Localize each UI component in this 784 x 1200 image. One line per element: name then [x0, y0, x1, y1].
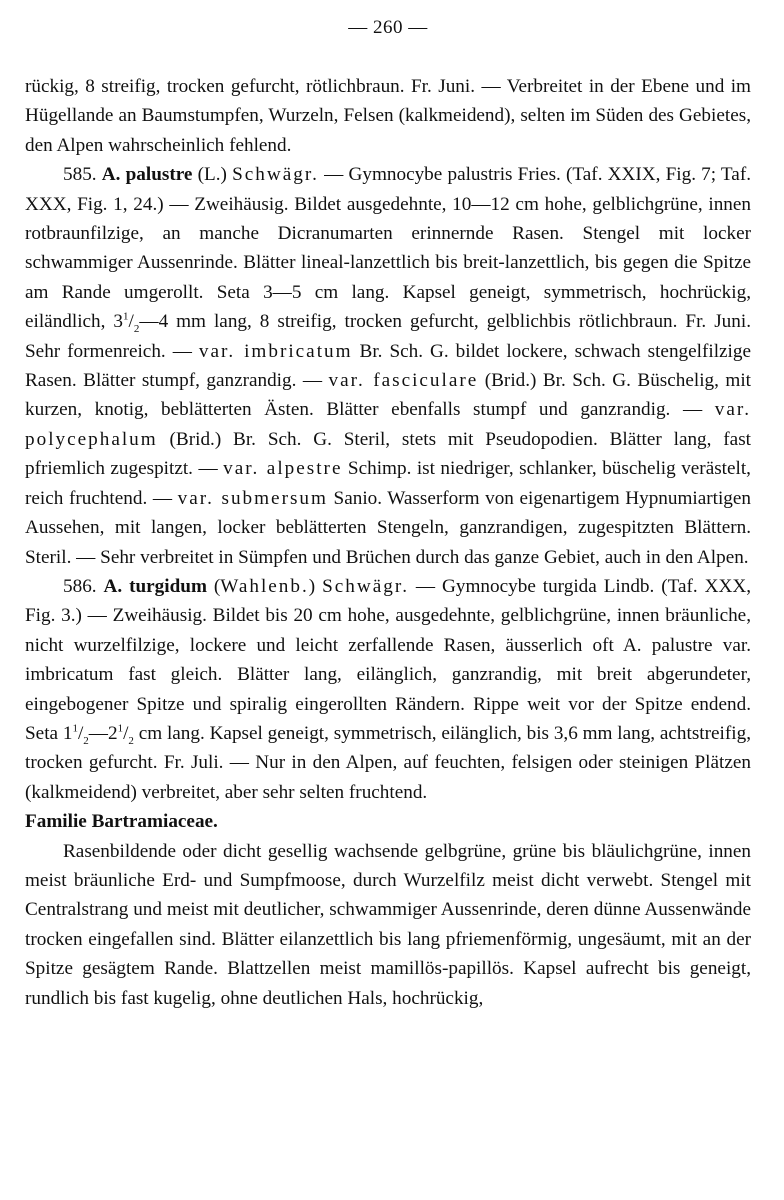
book-page [25, 14, 751, 1013]
family-heading: Familie Bartramiaceae. [25, 811, 218, 833]
species-586-text-c: cm lang. Kapsel geneigt, symmetrisch, eilänglich, bis 3,6 mm lang, achtstreifig, trocken gefurcht. Fr. Juli. — Nur in den Alpen, auf feuchten, felsigen oder steinigen Plätzen (kalkmeidend) verbreitet, aber sehr selten fruchtend. [25, 722, 751, 803]
species-586-author-1: Wahlenb. [220, 575, 309, 597]
page-text [25, 72, 751, 1013]
species-585-fraction-sub: 2 [133, 323, 140, 336]
species-585-number: 585. [63, 164, 97, 186]
species-586-number: 586. [63, 575, 97, 597]
species-585-author-open: (L.) [192, 164, 233, 186]
species-586-author-mid: ) [308, 575, 323, 597]
variety-imbricatum-text: Br. Sch. G. bildet lockere, schwach stengelfilzige Rasen. Blätter stumpf, ganzrandig. — [25, 340, 751, 392]
species-586-text-a: — Gymnocybe turgida Lindb. (Taf. XXX, Fig. 3.) — Zweihäusig. Bildet bis 20 cm hohe, ausgedehnte, gelblichgrüne, innen bräunliche, nicht wurzelfilzige, lockere und leicht zerfallende Rasen, äusserlich oft A. palustre var. imbricatum fast gleich. Blätter lang, eilänglich, ganzrandig, mit breit abgerundeter, eingebogener Spitze und spiralig eingerollten Rändern. Rippe weit vor der Spitze endend. Seta 1 [25, 575, 752, 744]
variety-alpestre-text: Schimp. ist niedriger, schlanker, büschelig verästelt, reich fruchtend. — [25, 458, 751, 509]
page-number: — 260 — [348, 17, 428, 38]
variety-submersum-text: Sanio. Wasserform von eigenartigem Hypnumiartigen Aussehen, mit langen, locker beblätterten Stengeln, ganzrandigen, zugespitzten Blättern. Steril. — Sehr verbreitet in Sümpfen und Brüchen durch das ganze Gebiet, auch in den Alpen. [25, 487, 751, 568]
variety-imbricatum-label: var. imbricatum [198, 340, 353, 362]
species-585-text-b: —4 mm lang, 8 streifig, trocken gefurcht, gelblichbis rötlichbraun. Fr. Juni. Sehr formenreich. — [25, 311, 751, 362]
species-586-fraction-2-sup: 1 [117, 722, 124, 735]
variety-fasciculare-label: var. fasciculare [328, 370, 479, 392]
species-586-text-b: —2 [88, 722, 118, 744]
family-description: Rasenbildende oder dicht gesellig wachsende gelbgrüne, grüne bis bläulichgrüne, innen meist bräunliche Erd- und Sumpfmoose, durch Wurzelfilz meist dicht verwebt. Stengel mit Centralstrang und meist mit deutlicher, schwammiger Aussenrinde, deren dünne Aussenwände trocken eingefallen sind. Blätter eilanzettlich bis lang pfriemenförmig, ungesäumt, mit an der Spitze gesägtem Rande. Blattzellen meist mamillös-papillös. Kapsel aufrecht bis geneigt, rundlich bis fast kugelig, ohne deutlichen Hals, hochrückig, [25, 840, 751, 1009]
paragraph-continuation: rückig, 8 streifig, trocken gefurcht, rötlichbraun. Fr. Juni. — Verbreitet in der Ebene und im Hügellande an Baumstumpfen, Wurzeln, Felsen (kalkmeidend), selten im Süden des Gebietes, den Alpen wahrscheinlich fehlend. [25, 76, 751, 156]
species-586-fraction-2-sub: 2 [128, 734, 134, 747]
species-585-author: Schwägr. [232, 164, 319, 186]
variety-polycephalum-label: var. polycephalum [25, 399, 751, 450]
species-585-name: A. palustre [101, 164, 193, 186]
species-585-entry: 585. A. palustre (L.) Schwägr. — Gymnocybe palustris Fries. (Taf. XXIX, Fig. 7; Taf. XXX, Fig. 1, 24.) — Zweihäusig. Bildet ausgedehnte, 10—12 cm hohe, gelblichgrüne, innen rotbraunfilzige, an manche Dicranumarten erinnernde Rasen. Stengel mit locker schwammiger Aussenrinde. Blätter lineal-lanzettlich bis breit-lanzettlich, bis gegen die Spitze am Rande umgerollt. Seta 3—5 cm lang. Kapsel geneigt, symmetrisch, hochrückig, eiländlich, $3^1/_2—4$ mm lang, 8 streifig, trocken gefurcht, gelblichbis rötlichbraun. Fr. Juni. Sehr formenreich. — var. imbricatum Br. Sch. G. bildet lockere, schwach stengelfilzige Rasen. Blätter stumpf, ganzrandig. — var. fasciculare (Brid.) Br. Sch. G. Büschelig, mit kurzen, knotig, beblätterten Ästen. Blätter ebenfalls stumpf und ganzrandig. — var. polycephalum (Brid.) Br. Sch. G. Steril, stets mit Pseudopodien. Blätter lang, fast pfriemlich zugespitzt. — var. alpestre Schimp. ist niedriger, schlanker, büschelig verästelt, reich fruchtend. — var. submersum Sanio. Wasserform von eigenartigem Hypnumiartigen Aussehen, mit langen, locker beblätterten Stengeln, ganzrandigen, zugespitzten Blättern. Steril. — Sehr verbreitet in Sümpfen und Brüchen durch das ganze Gebiet, auch in den Alpen. [25, 164, 752, 568]
species-586-name: A. turgidum [103, 575, 207, 597]
species-585-text-a: — Gymnocybe palustris Fries. (Taf. XXIX, Fig. 7; Taf. XXX, Fig. 1, 24.) — Zweihäusig. Bildet ausgedehnte, 10—12 cm hohe, gelblichgrüne, innen rotbraunfilzige, an manche Dicranumarten erinnernde Rasen. Stengel mit locker schwammiger Aussenrinde. Blätter lineal-lanzettlich bis breit-lanzettlich, bis gegen die Spitze am Rande umgerollt. Seta 3—5 cm lang. Kapsel geneigt, symmetrisch, hochrückig, eiländlich, 3 [25, 164, 752, 333]
species-585-fraction-sup: 1 [123, 310, 129, 323]
species-586-fraction-1-sub: 2 [83, 734, 89, 747]
species-586-entry: 586. A. turgidum (Wahlenb.) Schwägr. — Gymnocybe turgida Lindb. (Taf. XXX, Fig. 3.) — Zweihäusig. Bildet bis 20 cm hohe, ausgedehnte, gelblichgrüne, innen bräunliche, nicht wurzelfilzige, lockere und leicht zerfallende Rasen, äusserlich oft A. palustre var. imbricatum fast gleich. Blätter lang, eilänglich, ganzrandig, mit breit abgerundeter, eingebogener Spitze und spiralig eingerollten Rändern. Rippe weit vor der Spitze endend. Seta $1^1/_2—2^1/_2$ cm lang. Kapsel geneigt, symmetrisch, eilänglich, bis 3,6 mm lang, achtstreifig, trocken gefurcht. Fr. Juli. — Nur in den Alpen, auf feuchten, felsigen oder steinigen Plätzen (kalkmeidend) verbreitet, aber sehr selten fruchtend. [25, 575, 752, 803]
species-586-author-open: ( [206, 575, 221, 597]
species-586-fraction-1-sup: 1 [72, 722, 78, 735]
variety-alpestre-label: var. alpestre [223, 458, 343, 480]
variety-submersum-label: var. submersum [177, 487, 328, 509]
variety-polycephalum-text: (Brid.) Br. Sch. G. Steril, stets mit Pseudopodien. Blätter lang, fast pfriemlich zugespitzt. — [25, 428, 751, 480]
variety-fasciculare-text: (Brid.) Br. Sch. G. Büschelig, mit kurzen, knotig, beblätterten Ästen. Blätter ebenfalls stumpf und ganzrandig. — [25, 370, 751, 421]
species-586-author-2: Schwägr. [322, 575, 409, 597]
